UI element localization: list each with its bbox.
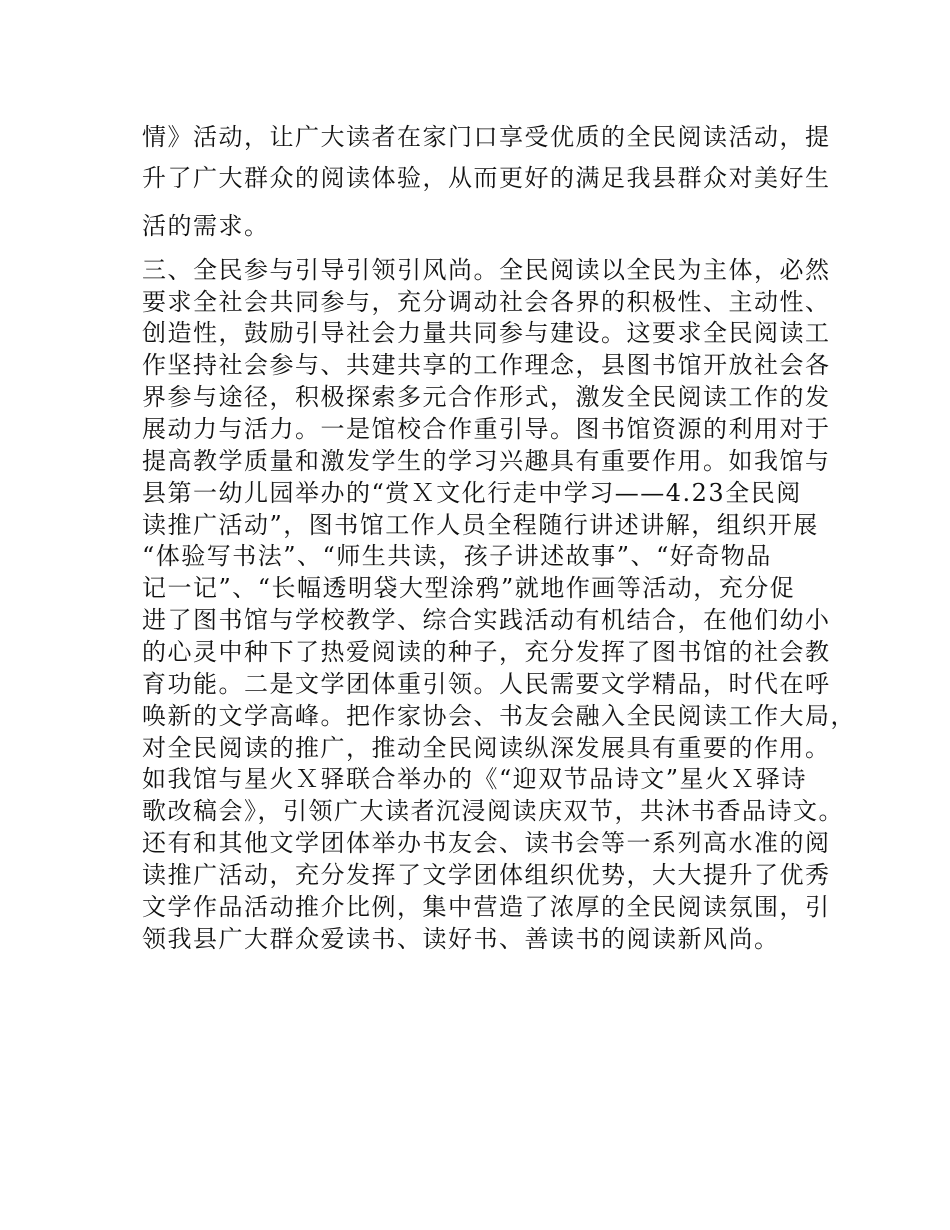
text-line: 作坚持社会参与、共建共享的工作理念，县图书馆开放社会各: [142, 351, 831, 379]
text-line: “体验写书法”、“师生共读，孩子讲述故事”、“好奇物品: [142, 542, 772, 570]
text-line: 还有和其他文学团体举办书友会、读书会等一系列高水准的阅: [142, 829, 831, 857]
text-line: 县第一幼儿园举办的“赏Ｘ文化行走中学习——4.23全民阅: [142, 479, 802, 507]
text-line: 的心灵中种下了热爱阅读的种子，充分发挥了图书馆的社会教: [142, 638, 831, 666]
text-line: 展动力与活力。一是馆校合作重引导。图书馆资源的利用对于: [142, 415, 831, 443]
text-line: 读推广活动，充分发挥了文学团体组织优势，大大提升了优秀: [142, 861, 831, 889]
text-line: 文学作品活动推介比例，集中营造了浓厚的全民阅读氛围，引: [142, 893, 831, 921]
text-line: 育功能。二是文学团体重引领。人民需要文学精品，时代在呼: [142, 670, 831, 698]
text-line: 创造性，鼓励引导社会力量共同参与建设。这要求全民阅读工: [142, 319, 831, 347]
text-line: 情》活动，让广大读者在家门口享受优质的全民阅读活动，提: [142, 123, 831, 151]
text-line: 记一记”、“长幅透明袋大型涂鸦”就地作画等活动，充分促: [142, 574, 796, 602]
text-line: 提高教学质量和激发学生的学习兴趣具有重要作用。如我馆与: [142, 447, 831, 475]
text-line: 活的需求。: [142, 212, 270, 240]
text-line: 唤新的文学高峰。把作家协会、书友会融入全民阅读工作大局，: [142, 702, 856, 730]
text-line: 三、全民参与引导引领引风尚。全民阅读以全民为主体，必然: [142, 256, 831, 284]
text-line: 如我馆与星火Ｘ驿联合举办的《“迎双节品诗文”星火Ｘ驿诗: [142, 765, 808, 793]
text-line: 进了图书馆与学校教学、综合实践活动有机结合，在他们幼小: [142, 606, 831, 634]
text-line: 领我县广大群众爱读书、读好书、善读书的阅读新风尚。: [142, 925, 780, 953]
text-line: 升了广大群众的阅读体验，从而更好的满足我县群众对美好生: [142, 164, 831, 192]
text-line: 歌改稿会》，引领广大读者沉浸阅读庆双节，共沐书香品诗文。: [142, 797, 844, 825]
text-line: 读推广活动”，图书馆工作人员全程随行讲述讲解，组织开展: [142, 511, 819, 539]
text-line: 对全民阅读的推广，推动全民阅读纵深发展具有重要的作用。: [142, 734, 831, 762]
text-line: 界参与途径，积极探索多元合作形式，激发全民阅读工作的发: [142, 383, 831, 411]
text-line: 要求全社会共同参与，充分调动社会各界的积极性、主动性、: [142, 288, 831, 316]
